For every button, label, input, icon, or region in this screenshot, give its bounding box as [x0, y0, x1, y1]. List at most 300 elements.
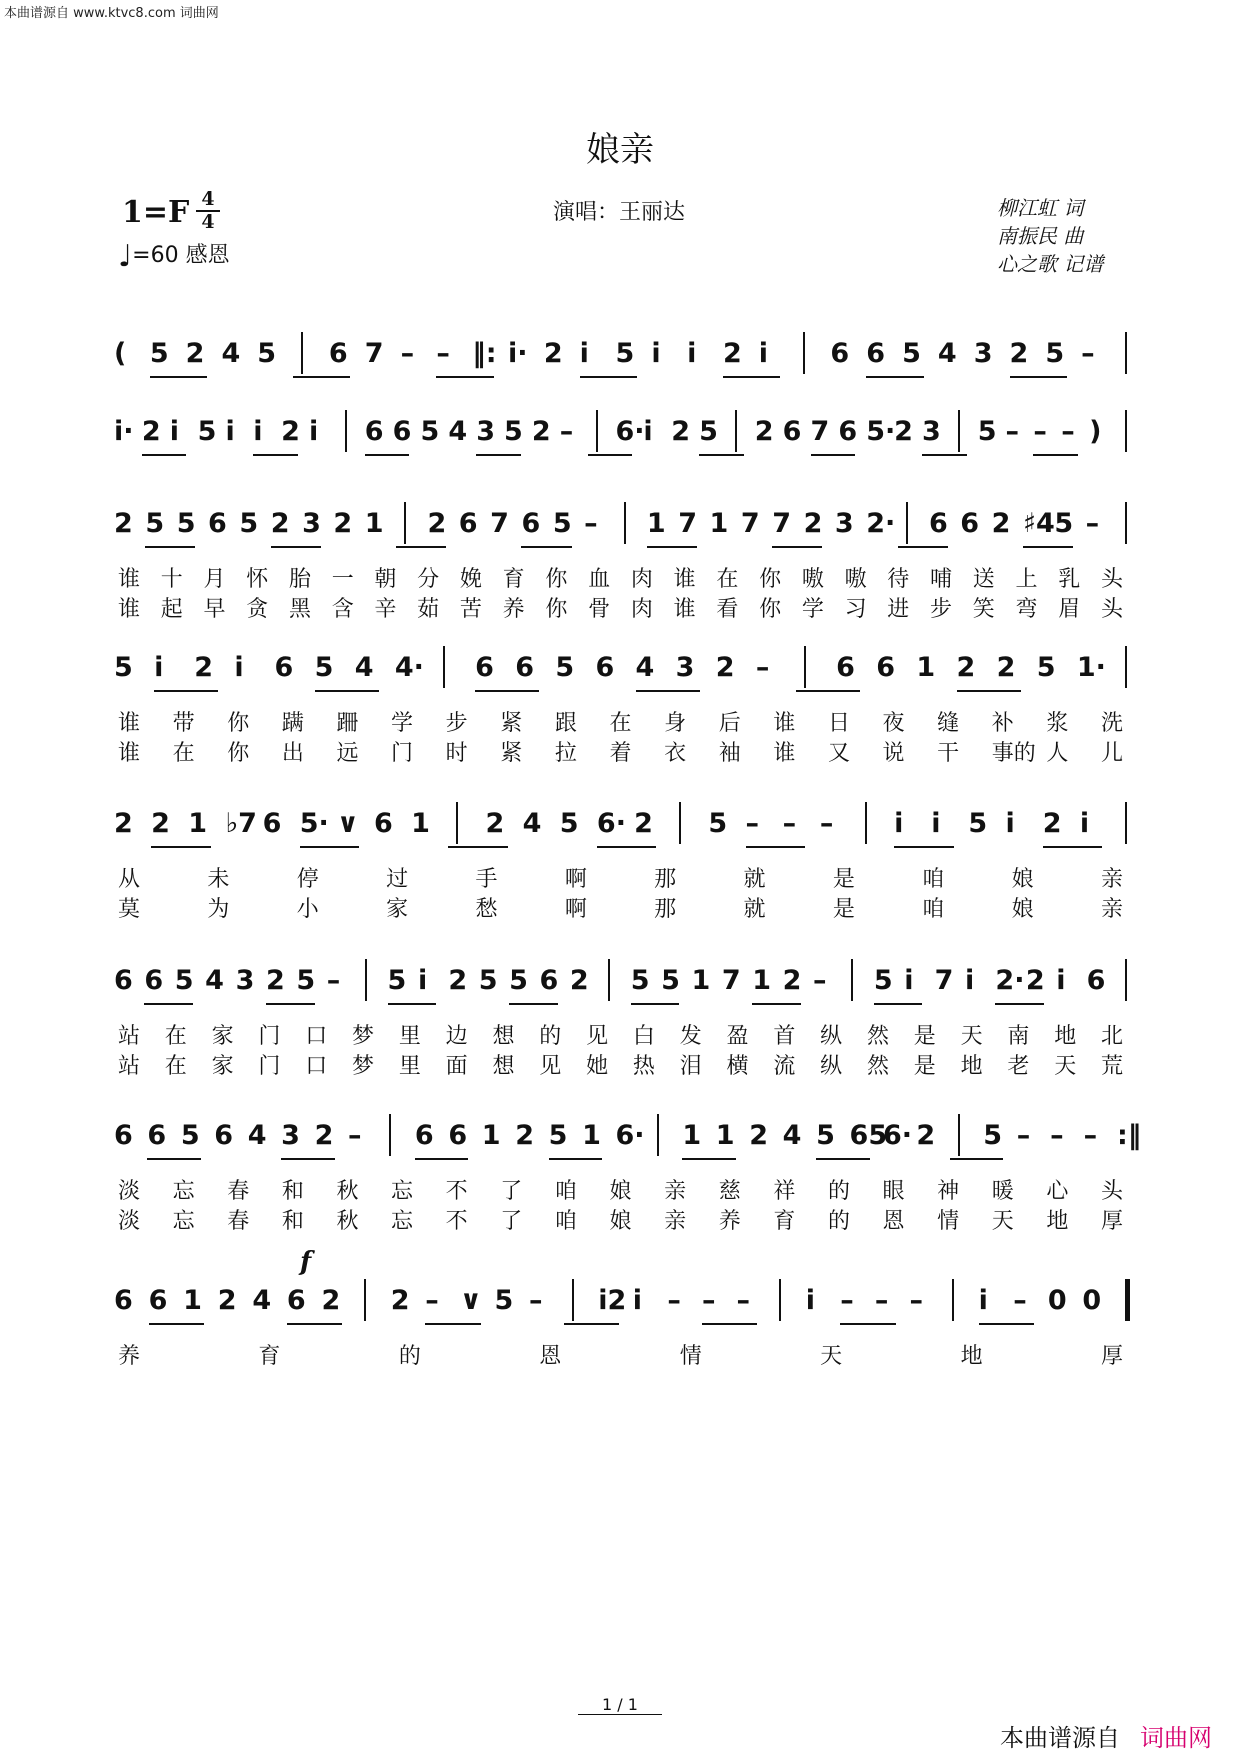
lyric-syllable: 紧 [500, 741, 523, 766]
barline [608, 959, 610, 1001]
notation-token: 5 [420, 416, 440, 447]
notation-token: 5 [1054, 508, 1074, 539]
lyric-syllable: 的 [827, 1209, 850, 1234]
notation-token: 1 [682, 1120, 702, 1151]
lyric-syllable: 边 [445, 1024, 468, 1049]
beam-underline [415, 1158, 468, 1160]
lyric-syllable: 养 [502, 597, 525, 622]
notation-token: – [736, 1285, 751, 1316]
lyric-syllable: 贪 [246, 597, 269, 622]
notation-token: 1 [364, 508, 384, 539]
beam-underline [752, 1003, 801, 1005]
barline [443, 646, 445, 688]
notation-token: 5· [866, 416, 896, 447]
notation-token: 2 [217, 1285, 237, 1316]
time-signature-top: 4 [201, 188, 215, 210]
lyric-syllable: 谁 [118, 741, 141, 766]
lyric-syllable: 分 [417, 567, 440, 592]
notation-token: 2 [803, 508, 823, 539]
lyric-syllable: 怀 [246, 567, 269, 592]
beam-underline [772, 546, 822, 548]
notation-token: – [840, 1285, 854, 1316]
lyric-syllable: 恩 [882, 1209, 905, 1234]
barline [958, 1114, 960, 1156]
lyric-syllable: 北 [1101, 1024, 1124, 1049]
notation-token: 5 [708, 808, 728, 839]
notation-token: – [326, 965, 341, 996]
notation-token: 6· [596, 808, 626, 839]
lyric-syllable: 家 [386, 897, 409, 922]
notation-token: 5 [559, 808, 579, 839]
lyric-syllable: 家 [211, 1024, 234, 1049]
barline [1125, 502, 1127, 544]
lyric-syllable: 情 [679, 1344, 702, 1369]
beam-underline [811, 454, 856, 456]
lyric-syllable: 上 [1015, 567, 1038, 592]
beam-underline [142, 454, 187, 456]
lyric-syllable: 眼 [882, 1179, 905, 1204]
lyric-syllable: 衣 [664, 741, 687, 766]
beam-underline [271, 546, 321, 548]
beam-underline [979, 1323, 1034, 1325]
beam-underline [150, 376, 207, 378]
notation-token: 2 [333, 508, 353, 539]
lyric-syllable: 又 [827, 741, 850, 766]
lyric-syllable: 黑 [288, 597, 311, 622]
dynamic-mark: f [300, 1247, 312, 1277]
lyric-syllable: 过 [386, 867, 409, 892]
notation-token: 5 [630, 965, 650, 996]
lyric-syllable: 补 [991, 711, 1014, 736]
notation-token: 5· [299, 808, 329, 839]
lyric-syllable: 门 [391, 741, 414, 766]
lyric-line-2 [0, 1049, 1240, 1079]
beam-underline [145, 546, 195, 548]
notation-token: 7 [772, 508, 792, 539]
beam-underline [597, 846, 656, 848]
notation-token: 3 [973, 338, 993, 369]
lyric-syllable: 了 [500, 1179, 523, 1204]
page-number: 1 / 1 [0, 1695, 1240, 1714]
lyric-syllable: 拉 [554, 741, 577, 766]
notation-token: i [758, 338, 769, 369]
notation-token: 4 [205, 965, 224, 996]
notation-token: – [436, 338, 450, 369]
barline [404, 502, 406, 544]
barline [624, 502, 626, 544]
lyric-syllable: 谁 [773, 741, 796, 766]
lyric-syllable: 育 [502, 567, 525, 592]
lyric-syllable: 天 [960, 1024, 983, 1049]
notation-token: 4 [782, 1120, 802, 1151]
lyric-syllable: 停 [296, 867, 319, 892]
lyric-syllable: 愁 [475, 897, 498, 922]
lyric-syllable: 袖 [718, 741, 741, 766]
notation-token: 2 [281, 416, 300, 447]
lyric-syllable: 不 [445, 1209, 468, 1234]
notation-token: 2 [1042, 808, 1062, 839]
lyric-syllable: 地 [1046, 1209, 1069, 1234]
lyric-syllable: 身 [664, 711, 687, 736]
notation-token: 6 [1086, 965, 1106, 996]
beam-underline [1023, 546, 1073, 548]
lyric-syllable: 娘 [1011, 897, 1034, 922]
notation-token: 6 [876, 652, 896, 683]
beam-underline [476, 454, 521, 456]
beam-underline [816, 1158, 869, 1160]
notation-token: 7 [810, 416, 830, 447]
lyric-syllable: 是 [832, 897, 855, 922]
notation-token: i [225, 416, 235, 447]
notation-token: i [894, 808, 904, 839]
lyric-syllable: 想 [492, 1054, 515, 1079]
notation-token: – [1083, 1120, 1098, 1151]
lyric-syllable: 地 [960, 1054, 983, 1079]
notation-system [0, 652, 1240, 712]
lyric-syllable: 秋 [336, 1209, 359, 1234]
notation-token: 6 [539, 965, 559, 996]
lyric-syllable: 骨 [588, 597, 611, 622]
beam-underline [425, 1323, 480, 1325]
lyric-syllable: 厚 [1101, 1209, 1124, 1234]
notation-token: – [755, 652, 770, 683]
lyric-syllable: 育 [258, 1344, 281, 1369]
lyric-syllable: 就 [743, 867, 766, 892]
notation-token: 6 [144, 965, 164, 996]
notation-token: i [643, 416, 653, 447]
notation-token: 4 [252, 1285, 272, 1316]
notation-token: i [1056, 965, 1066, 996]
beam-underline [898, 546, 948, 548]
barline [596, 410, 598, 452]
lyric-syllable: 日 [827, 711, 850, 736]
notation-token: 7 [678, 508, 697, 539]
beam-underline [151, 846, 210, 848]
lyric-syllable: 你 [759, 597, 782, 622]
lyric-syllable: 起 [160, 597, 183, 622]
lyric-syllable: 儿 [1101, 741, 1124, 766]
beam-underline [154, 690, 218, 692]
notation-token: 7 [490, 508, 509, 539]
lyric-syllable: 流 [773, 1054, 796, 1079]
notation-token: i· [508, 338, 528, 369]
notation-token: – [1016, 1120, 1031, 1151]
notation-token: 6 [114, 1120, 133, 1151]
beam-underline [723, 376, 780, 378]
lyric-syllable: 春 [227, 1209, 250, 1234]
notation-token: 5 [615, 338, 635, 369]
lyric-syllable: 是 [913, 1024, 936, 1049]
lyric-line-1 [0, 562, 1240, 592]
notation-token: – [1081, 338, 1095, 369]
notation-token: i [417, 965, 428, 996]
lyric-syllable: 小 [296, 897, 319, 922]
lyric-syllable: 老 [1007, 1054, 1030, 1079]
notation-token: 5 [555, 652, 575, 683]
notation-token: ♯4 [1022, 508, 1055, 539]
lyric-syllable: 蹒 [281, 711, 304, 736]
notation-token: 6 [214, 1120, 234, 1151]
lyric-syllable: 慈 [718, 1179, 741, 1204]
notation-system [0, 508, 1240, 568]
lyric-syllable: 跚 [336, 711, 359, 736]
beam-underline [1043, 846, 1102, 848]
notation-token: 5 [296, 965, 316, 996]
lyric-line-1 [0, 1019, 1240, 1049]
lyric-syllable: 人 [1046, 741, 1069, 766]
beam-underline [281, 1158, 334, 1160]
notation-token: i [1005, 808, 1015, 839]
barline [1125, 802, 1127, 844]
lyric-syllable: 后 [718, 711, 741, 736]
notation-token: 2· [995, 965, 1025, 996]
beam-underline [1010, 376, 1067, 378]
lyric-syllable: 里 [398, 1024, 421, 1049]
lyric-syllable: 哺 [930, 567, 953, 592]
lyric-syllable: 忘 [391, 1209, 414, 1234]
notation-token: 1 [752, 965, 772, 996]
performer: 演唱：王丽达 [553, 200, 686, 225]
lyric-syllable: 你 [227, 711, 250, 736]
notation-token: 1· [1076, 652, 1106, 683]
lyric-syllable: 情 [937, 1209, 960, 1234]
lyric-syllable: 见 [539, 1054, 562, 1079]
lyric-syllable: 想 [492, 1024, 515, 1049]
lyric-syllable: 朝 [374, 567, 397, 592]
lyric-syllable: 梦 [352, 1054, 375, 1079]
beam-underline [580, 376, 637, 378]
notation-token: 6· [615, 416, 645, 447]
notation-token: i [651, 338, 661, 369]
notation-token: i [309, 416, 319, 447]
notation-token: 5 [239, 508, 259, 539]
notation-token: i [965, 965, 975, 996]
beam-underline [564, 1323, 619, 1325]
lyric-syllable: 你 [545, 597, 568, 622]
barline [906, 502, 908, 544]
lyric-syllable: 娩 [459, 567, 482, 592]
notation-token: 5 [509, 965, 528, 996]
lyric-syllable: 苦 [459, 597, 482, 622]
beam-underline [702, 1323, 757, 1325]
transcriber: 心之歌 记谱 [997, 252, 1104, 276]
notation-token: 6 [782, 416, 802, 447]
notation-token: i [687, 338, 697, 369]
lyric-syllable: 早 [203, 597, 226, 622]
notation-token: i [579, 338, 589, 369]
lyric-syllable: 谁 [673, 597, 696, 622]
lyric-syllable: 神 [937, 1179, 960, 1204]
beam-underline [521, 546, 571, 548]
lyric-syllable: 忘 [172, 1179, 195, 1204]
lyric-syllable: 口 [305, 1054, 328, 1079]
tempo-value: =60 感恩 [132, 243, 230, 268]
lyric-syllable: 手 [475, 867, 498, 892]
lyric-syllable: 恩 [539, 1344, 562, 1369]
lyric-syllable: 和 [281, 1209, 304, 1234]
barline [456, 802, 458, 844]
lyric-line-1 [0, 706, 1240, 736]
lyric-syllable: 咱 [554, 1209, 577, 1234]
lyric-syllable: 在 [609, 711, 632, 736]
notation-token: 4 [937, 338, 957, 369]
notation-token: 5 [387, 965, 407, 996]
beam-underline [647, 546, 697, 548]
beam-underline [636, 690, 700, 692]
notation-token: ∨ [459, 1285, 482, 1316]
notation-token: – [559, 416, 574, 447]
notation-token: 1 [715, 1120, 735, 1151]
lyric-syllable: 学 [801, 597, 824, 622]
notation-token: 6 [148, 1285, 168, 1316]
lyric-syllable: 头 [1101, 567, 1124, 592]
notation-token: 4 [522, 808, 542, 839]
notation-token: i [253, 416, 263, 447]
notation-token: 5 [197, 416, 217, 447]
notation-token: – [529, 1285, 543, 1316]
notation-token: 6 [114, 1285, 133, 1316]
notation-token: 5 [478, 965, 498, 996]
lyric-syllable: 然 [866, 1054, 889, 1079]
notation-token: 2 [991, 508, 1011, 539]
notation-token: – [1013, 1285, 1027, 1316]
notation-token: 6 [392, 416, 412, 447]
notation-token: 2 [141, 416, 161, 447]
lyric-syllable: 缝 [937, 711, 960, 736]
notation-token: i [805, 1285, 815, 1316]
beam-underline [287, 1323, 342, 1325]
lyric-syllable: 血 [588, 567, 611, 592]
notation-token: 5 [145, 508, 165, 539]
lyric-syllable: 梦 [352, 1024, 375, 1049]
notation-token: 1 [481, 1120, 501, 1151]
lyric-syllable: 亲 [664, 1209, 687, 1234]
notation-token: i [169, 416, 179, 447]
lyric-syllable: 肉 [630, 567, 653, 592]
lyric-syllable: 淡 [118, 1179, 141, 1204]
notation-system [0, 965, 1240, 1025]
beam-underline [475, 690, 539, 692]
notation-token: – [400, 338, 415, 369]
lyric-syllable: 说 [882, 741, 905, 766]
lyric-syllable: 站 [118, 1024, 141, 1049]
lyric-syllable: 十 [160, 567, 183, 592]
beam-underline [840, 1323, 895, 1325]
notation-token: 2 [722, 338, 742, 369]
composer: 南振民 曲 [997, 224, 1084, 248]
notation-token: 5 [504, 416, 523, 447]
notation-token: 2 [749, 1120, 769, 1151]
lyric-syllable: 干 [937, 741, 960, 766]
lyric-syllable: 的 [827, 1179, 850, 1204]
notation-token: 6 [448, 1120, 468, 1151]
barline [779, 1279, 781, 1321]
lyric-syllable: 胎 [288, 567, 311, 592]
lyric-syllable: 谁 [118, 567, 141, 592]
lyric-syllable: 纵 [820, 1054, 843, 1079]
notation-token: i [1079, 808, 1090, 839]
notation-token: 2 [185, 338, 205, 369]
lyric-syllable: 养 [118, 1344, 141, 1369]
notation-system [0, 416, 1240, 476]
notation-token: 5 [174, 965, 194, 996]
lyric-syllable: 头 [1101, 597, 1124, 622]
notation-token: 2 [754, 416, 774, 447]
lyric-syllable: 热 [632, 1054, 655, 1079]
beam-underline [315, 690, 379, 692]
notation-token: i [234, 652, 244, 683]
lyric-syllable: 跟 [554, 711, 577, 736]
notation-token: 2 [485, 808, 505, 839]
lyric-syllable: 咱 [922, 897, 945, 922]
beam-underline [144, 1003, 193, 1005]
lyric-line-2 [0, 1204, 1240, 1234]
notation-token: 0 [1047, 1285, 1067, 1316]
notation-token: 2 [956, 652, 976, 683]
notation-token: ∨ [336, 808, 359, 839]
lyric-syllable: 那 [654, 867, 677, 892]
lyric-syllable: 南 [1007, 1024, 1030, 1049]
notation-token: 2 [894, 416, 913, 447]
notation-token: i [904, 965, 914, 996]
notation-token: ♭7 [225, 808, 257, 839]
lyric-syllable: 咱 [922, 867, 945, 892]
notation-token: – [1050, 1120, 1064, 1151]
lyric-syllable: 纵 [820, 1024, 843, 1049]
notation-token: 5 [902, 338, 921, 369]
beam-underline [266, 1003, 315, 1005]
notation-token: 1 [411, 808, 430, 839]
notation-system [0, 1120, 1240, 1180]
notation-token: i [978, 1285, 988, 1316]
lyric-syllable: 学 [391, 711, 414, 736]
notation-token: i2 [598, 1285, 627, 1316]
beam-underline [588, 454, 633, 456]
notation-system [0, 1285, 1240, 1345]
watermark-top: 本曲谱源自 www.ktvc8.com 词曲网 [4, 6, 219, 21]
lyric-syllable: 娘 [609, 1179, 632, 1204]
notation-token: 6 [286, 1285, 306, 1316]
notation-token: 2· [866, 508, 896, 539]
lyric-syllable: 的 [539, 1024, 562, 1049]
barline [851, 959, 853, 1001]
quarter-note-icon: ♩ [118, 239, 133, 274]
notation-token: 5 [149, 338, 169, 369]
barline [865, 802, 867, 844]
lyric-syllable: 就 [743, 897, 766, 922]
notation-token: 6 [838, 416, 858, 447]
lyric-line-1 [0, 1339, 1240, 1369]
notation-token: ) [1089, 416, 1102, 447]
notation-token: 6 [475, 652, 494, 683]
notation-token: 2 [782, 965, 802, 996]
notation-token: 2 [114, 508, 133, 539]
beam-underline [950, 1158, 1003, 1160]
lyric-syllable: 步 [445, 711, 468, 736]
notation-token: – [1061, 416, 1075, 447]
beam-underline [874, 1003, 923, 1005]
notation-token: 5 [114, 652, 133, 683]
notation-token: 3 [281, 1120, 300, 1151]
credits [997, 194, 1103, 278]
lyric-syllable: 祥 [773, 1179, 796, 1204]
lyric-syllable: 在 [164, 1054, 187, 1079]
lyric-syllable: 辛 [374, 597, 397, 622]
lyric-syllable: 谁 [673, 567, 696, 592]
barline [1125, 646, 1127, 688]
notation-token: 3 [675, 652, 695, 683]
notation-token: 5 [176, 508, 196, 539]
